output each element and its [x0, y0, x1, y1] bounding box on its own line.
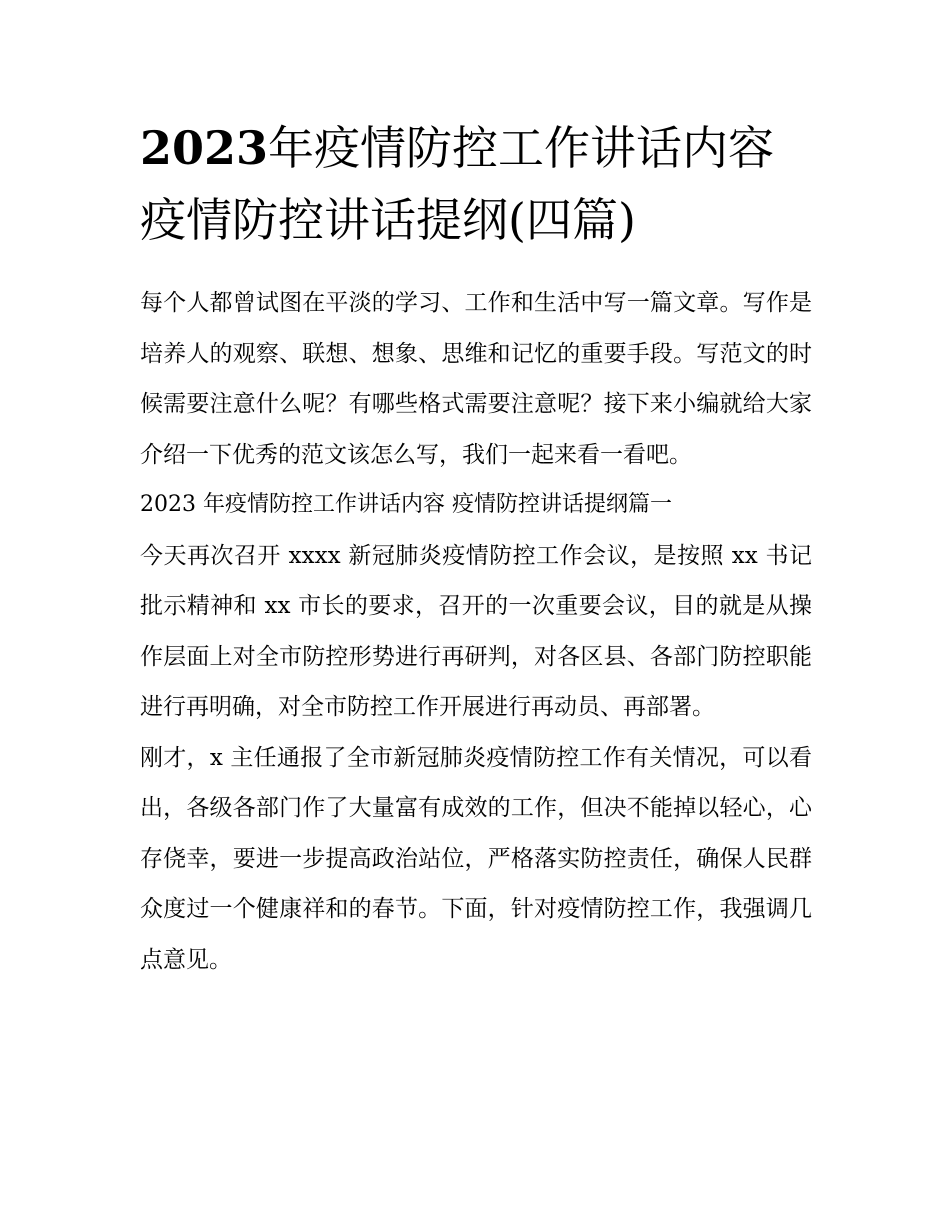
- title-line-1: [140, 112, 820, 184]
- intro-paragraph: 每个人都曾试图在平淡的学习、工作和生活中写一篇文章。写作是培养人的观察、联想、想象、思维和记忆的重要手段。写范文的时候需要注意什么呢？有哪些格式需要注意呢？接下来小编就给大家介绍一下优秀的范文该怎么写，我们一起来看一看吧。: [140, 290, 812, 468]
- section-heading: 2023 年疫情防控工作讲话内容 疫情防控讲话提纲篇一: [140, 492, 672, 517]
- body-paragraph-2: 刚才，x 主任通报了全市新冠肺炎疫情防控工作有关情况，可以看出，各级各部门作了大量富有成效的工作，但决不能掉以轻心，心存侥幸，要进一步提高政治站位，严格落实防控责任，确保人民群众度过一个健康祥和的春节。下面，针对疫情防控工作，我强调几点意见。: [140, 744, 812, 973]
- title-year: 2023: [140, 121, 269, 175]
- body-paragraph-1: 今天再次召开 xxxx 新冠肺炎疫情防控工作会议，是按照 xx 书记批示精神和 xx 市长的要求，召开的一次重要会议，目的就是从操作层面上对全市防控形势进行再研判，对各区县、各部门防控职能进行再明确，对全市防控工作开展进行再动员、再部署。: [140, 542, 812, 720]
- title-line-1-text: 年疫情防控工作讲话内容: [268, 121, 775, 175]
- document-body: [140, 278, 812, 985]
- document-title: [140, 112, 820, 256]
- title-line-2: 疫情防控讲话提纲(四篇): [140, 193, 636, 247]
